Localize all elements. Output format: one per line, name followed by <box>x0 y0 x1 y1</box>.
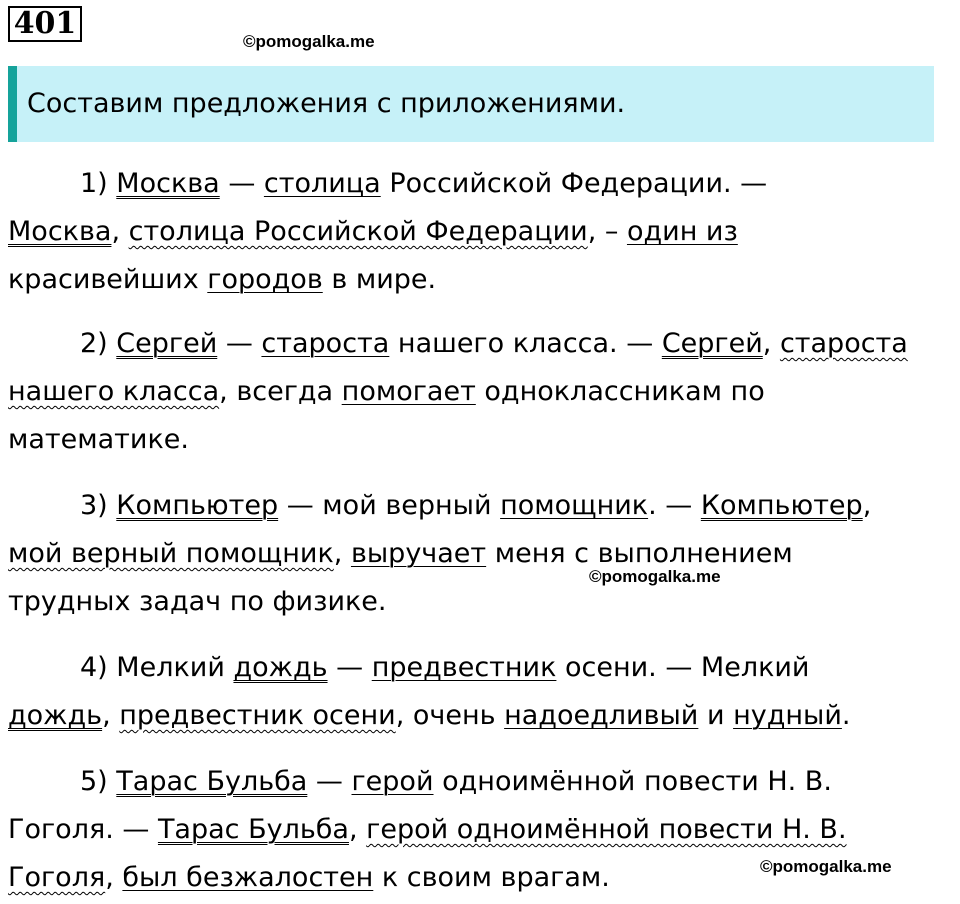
paragraph-1 <box>8 160 952 304</box>
text-span: и <box>698 700 734 731</box>
text-span: , <box>102 700 120 731</box>
text-span: 2) <box>80 328 117 359</box>
text-span: Гоголя. — <box>8 814 158 845</box>
text-span: 3) <box>80 490 117 521</box>
underlined-word: староста <box>779 328 908 359</box>
exercise-number: 401 <box>8 6 82 42</box>
text-span: математике. <box>8 424 189 455</box>
underlined-word: предвестник осени <box>119 700 396 731</box>
text-line <box>8 208 952 256</box>
underlined-word: был безжалостен <box>122 862 374 893</box>
text-span: , <box>762 328 780 359</box>
underlined-word: Гоголя <box>8 862 106 893</box>
underlined-word: выручает <box>350 538 487 569</box>
text-span: — мой верный <box>278 490 501 521</box>
text-span: в мире. <box>322 264 437 295</box>
text-span: , всегда <box>219 376 342 407</box>
text-line <box>8 160 952 208</box>
underlined-word: дождь <box>233 652 328 683</box>
underlined-word: Тарас Бульба <box>157 814 349 845</box>
text-span: , <box>348 814 367 845</box>
text-span: — <box>307 766 352 797</box>
text-span: . <box>841 700 851 731</box>
text-span: — <box>327 652 372 683</box>
text-span: . — <box>648 490 701 521</box>
watermark: ©pomogalka.me <box>243 32 375 51</box>
text-span: к своим врагам. <box>373 862 610 893</box>
underlined-word: герой <box>351 766 434 797</box>
text-span: одноимённой повести Н. В. <box>433 766 832 797</box>
underlined-word: городов <box>207 264 323 295</box>
paragraph-5 <box>8 758 952 902</box>
text-span: , очень <box>395 700 505 731</box>
text-span: , <box>333 538 351 569</box>
paragraph-2 <box>8 320 952 464</box>
underlined-word: герой одноимённой повести Н. В. <box>366 814 847 845</box>
underlined-word: Москва <box>8 216 112 247</box>
text-line <box>8 758 952 806</box>
underlined-word: Москва <box>116 168 220 199</box>
underlined-word: Компьютер <box>116 490 279 521</box>
text-line <box>8 416 952 464</box>
underlined-word: Тарас Бульба <box>116 766 308 797</box>
text-line <box>8 692 952 740</box>
text-span: 1) <box>80 168 117 199</box>
text-line <box>8 256 952 304</box>
text-line <box>8 482 952 530</box>
underlined-word: дождь <box>8 700 103 731</box>
underlined-word: помогает <box>341 376 476 407</box>
text-span: красивейших <box>8 264 208 295</box>
text-span: Российской Федерации. — <box>380 168 768 199</box>
underlined-word: надоедливый <box>504 700 699 731</box>
text-span: одноклассникам по <box>475 376 765 407</box>
paragraph-3 <box>8 482 952 626</box>
underlined-word: нудный <box>733 700 842 731</box>
text-span: , <box>862 490 872 521</box>
text-line <box>8 320 952 368</box>
underlined-word: нашего класса <box>8 376 220 407</box>
text-span: — <box>219 168 264 199</box>
underlined-word: столица <box>263 168 381 199</box>
underlined-word: один из <box>626 216 738 247</box>
text-span: , <box>105 862 123 893</box>
text-span: меня с выполнением <box>486 538 793 569</box>
text-line <box>8 368 952 416</box>
text-span: трудных задач по физике. <box>8 586 387 617</box>
text-span: осени. — Мелкий <box>556 652 810 683</box>
text-span: нашего класса. — <box>389 328 662 359</box>
text-span: 5) <box>80 766 117 797</box>
underlined-word: староста <box>261 328 390 359</box>
underlined-word: столица Российской Федерации <box>128 216 588 247</box>
text-span: 4) Мелкий <box>80 652 234 683</box>
underlined-word: Компьютер <box>700 490 863 521</box>
paragraph-4 <box>8 644 952 740</box>
text-line <box>8 578 952 626</box>
underlined-word: мой верный помощник <box>8 538 334 569</box>
underlined-word: предвестник <box>371 652 557 683</box>
text-span: , <box>111 216 129 247</box>
text-line <box>8 530 952 578</box>
heading-text: Составим предложения с приложениями. <box>27 88 626 119</box>
text-span: — <box>217 328 262 359</box>
text-span: , – <box>587 216 627 247</box>
underlined-word: Сергей <box>116 328 218 359</box>
watermark-bottom: ©pomogalka.me <box>760 857 892 876</box>
underlined-word: помощник <box>500 490 649 521</box>
text-line <box>8 644 952 692</box>
text-line <box>8 806 952 854</box>
heading-banner <box>8 66 934 142</box>
underlined-word: Сергей <box>661 328 763 359</box>
watermark-middle: ©pomogalka.me <box>589 567 721 586</box>
